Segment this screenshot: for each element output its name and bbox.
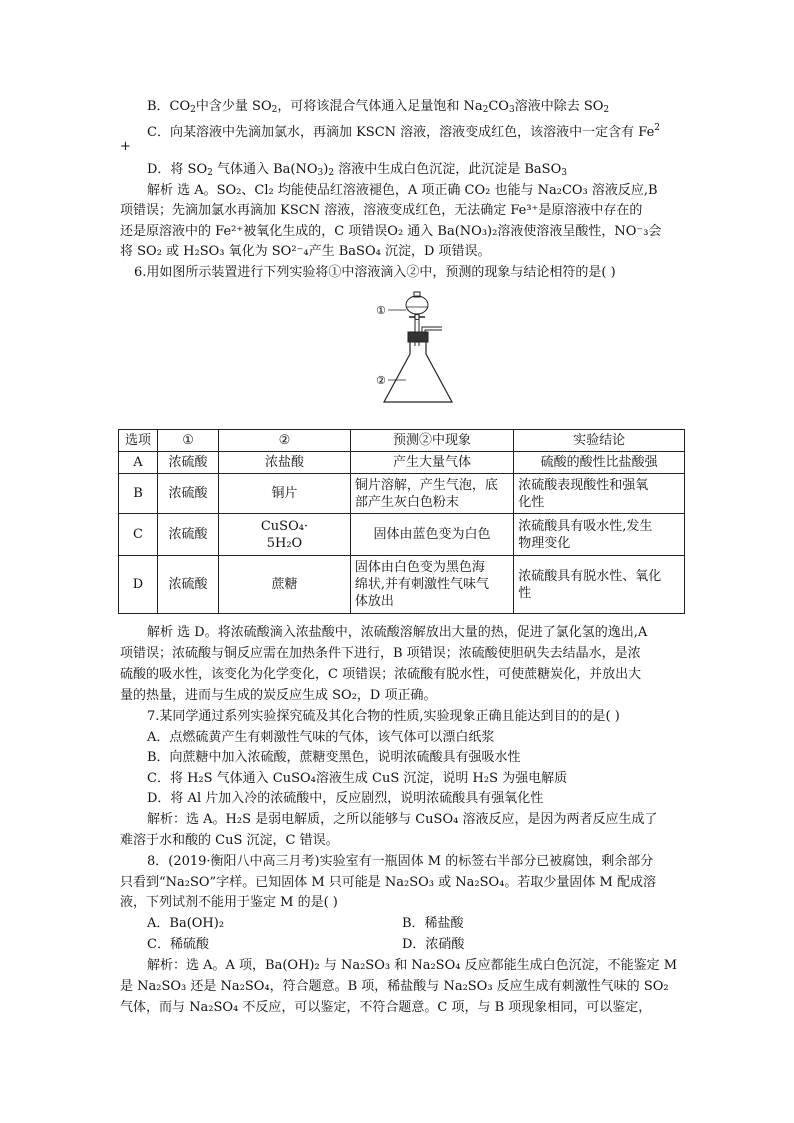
- q5-option-b: B．$CO_2$中含少量 $SO_2$，可将该混合气体通入足量饱和 $Na_2CO_3$溶液中除去 $SO_2$: [147, 99, 610, 115]
- q8-analysis-line: 是 Na₂SO₃ 还是 Na₂SO₄，符合题意。B 项，稀盐酸与 Na₂SO₃ 反应生成有刺激性气味的 SO₂: [120, 979, 669, 994]
- table-cell: 浓硫酸: [157, 514, 218, 556]
- q8-stem: 8．(2019·衡阳八中高三月考)实验室有一瓶固体 M 的标签右半部分已被腐蚀，剩余部分: [147, 854, 654, 869]
- q8-analysis-line: 解析：选 A。A 项，Ba(OH)₂ 与 Na₂SO₃ 和 Na₂SO₄ 反应都能生成白色沉淀，不能鉴定 M: [147, 958, 678, 973]
- table-cell: 铜片溶解，产生气泡，底 部产生灰白色粉末: [350, 474, 513, 514]
- q5-analysis-line: 还是原溶液中的 Fe²⁺被氧化生成的，C 项错误O₂ 通入 Ba(NO₃)₂溶液使溶液呈酸性，NO⁻₃会: [120, 224, 662, 239]
- q5-option-d: D．将 $SO_2$ 气体通入 $Ba(NO_3)_2$ 溶液中生成白色沉淀，此沉淀是 BaSO$_3$: [147, 162, 567, 178]
- table-cell: CuSO₄· 5H₂O: [219, 514, 351, 556]
- q7-stem: 7.某同学通过系列实验探究硫及其化合物的性质,实验现象正确且能达到目的的是( ): [147, 709, 620, 724]
- table-row: [119, 514, 685, 556]
- table-header: 预测②中现象: [350, 430, 513, 452]
- q7-option: A．点燃硫黄产生有刺激性气味的气体，该气体可以漂白纸浆: [147, 730, 495, 745]
- table-cell: 浓硫酸具有脱水性、氧化 性: [514, 556, 685, 614]
- q8-analysis-line: 气体，而与 Na₂SO₄ 不反应，可以鉴定，不符合题意。C 项，与 B 项现象相同，可以鉴定，: [120, 1000, 652, 1015]
- table-cell: 浓硫酸表现酸性和强氧 化性: [514, 474, 685, 514]
- table-cell: 蔗糖: [219, 556, 351, 614]
- q6-analysis-line: 项错误；浓硫酸与铜反应需在加热条件下进行，B 项错误；浓硫酸使胆矾失去结晶水，是浓: [120, 646, 641, 661]
- q8-option-d: D．浓硝酸: [402, 937, 465, 952]
- apparatus-label-1: ①: [376, 304, 386, 317]
- q8-option-a: A．Ba(OH)₂: [147, 916, 225, 931]
- q5-analysis-line: 解析 选 A。SO₂、Cl₂ 均能使品红溶液褪色，A 项正确 CO₂ 也能与 Na₂CO₃ 溶液反应,B: [147, 183, 658, 198]
- q8-option-c: C．稀硫酸: [147, 937, 209, 952]
- table-cell: 浓硫酸: [157, 474, 218, 514]
- q7-analysis-line: 难溶于水和酸的 CuS 沉淀，C 错误。: [120, 833, 339, 848]
- table-cell: 浓硫酸具有吸水性,发生 物理变化: [514, 514, 685, 556]
- table-cell: D: [119, 556, 158, 614]
- table-row: [119, 474, 685, 514]
- q5-analysis-line: 项错误；先滴加氯水再滴加 KSCN 溶液，溶液变成红色，无法确定 Fe³⁺是原溶液中存在的: [120, 203, 643, 218]
- table-header: ①: [157, 430, 218, 452]
- apparatus-label-2: ②: [376, 374, 386, 387]
- table-cell: 浓硫酸: [157, 452, 218, 474]
- q6-analysis-line: 量的热量，进而与生成的炭反应生成 SO₂，D 项正确。: [120, 688, 437, 703]
- table-cell: 浓盐酸: [219, 452, 351, 474]
- q8-stem: 只看到“Na₂SO”字样。已知固体 M 只可能是 Na₂SO₃ 或 Na₂SO₄。若取少量固体 M 配成溶: [120, 875, 656, 890]
- table-header: 选项: [119, 430, 158, 452]
- table-row: [119, 556, 685, 614]
- table-cell: 硫酸的酸性比盐酸强: [514, 452, 685, 474]
- table-cell: 产生大量气体: [350, 452, 513, 474]
- table-cell: A: [119, 452, 158, 474]
- table-row: [119, 452, 685, 474]
- table-cell: B: [119, 474, 158, 514]
- q6-analysis-line: 硫酸的吸水性，该变化为化学变化，C 项错误；浓硫酸有脱水性，可使蔗糖炭化，并放出大: [120, 667, 642, 682]
- table-cell: 固体由白色变为黑色海 绵状,并有刺激性气味气 体放出: [350, 556, 513, 614]
- q8-option-b: B．稀盐酸: [402, 916, 464, 931]
- q5-analysis-line: 将 SO₂ 或 H₂SO₃ 氧化为 SO²⁻₄产生 BaSO₄ 沉淀，D 项错误。: [120, 244, 491, 259]
- q6-stem: 6.用如图所示装置进行下列实验将①中溶液滴入②中，预测的现象与结论相符的是( ): [134, 265, 616, 280]
- q5-option-c: C．向某溶液中先滴加氯水，再滴加 KSCN 溶液，溶液变成红色，该溶液中一定含有 Fe$^2$: [147, 123, 661, 140]
- q8-stem: 液，下列试剂不能用于鉴定 M 的是( ): [120, 895, 338, 910]
- table-cell: 固体由蓝色变为白色: [350, 514, 513, 556]
- q7-analysis-line: 解析：选 A。H₂S 是弱电解质，之所以能够与 CuSO₄ 溶液反应，是因为两者反应生成了: [147, 812, 658, 827]
- q7-option: D．将 Al 片加入冷的浓硫酸中，反应剧烈，说明浓硫酸具有强氧化性: [147, 791, 544, 806]
- q5-option-c-cont: +: [120, 139, 131, 154]
- q7-option: B．向蔗糖中加入浓硫酸，蔗糖变黑色，说明浓硫酸具有强吸水性: [147, 750, 521, 765]
- separatory-funnel-apparatus: [360, 288, 470, 410]
- q7-option: C．将 H₂S 气体通入 CuSO₄溶液生成 CuS 沉淀，说明 H₂S 为强电解质: [147, 771, 568, 786]
- table-cell: 铜片: [219, 474, 351, 514]
- table-header: 实验结论: [514, 430, 685, 452]
- q6-analysis-line: 解析 选 D。将浓硫酸滴入浓盐酸中，浓硫酸溶解放出大量的热，促进了氯化氢的逸出,A: [147, 625, 648, 640]
- table-cell: 浓硫酸: [157, 556, 218, 614]
- table-header: ②: [219, 430, 351, 452]
- q6-table: [118, 429, 685, 614]
- table-cell: C: [119, 514, 158, 556]
- table-header-row: [119, 430, 685, 452]
